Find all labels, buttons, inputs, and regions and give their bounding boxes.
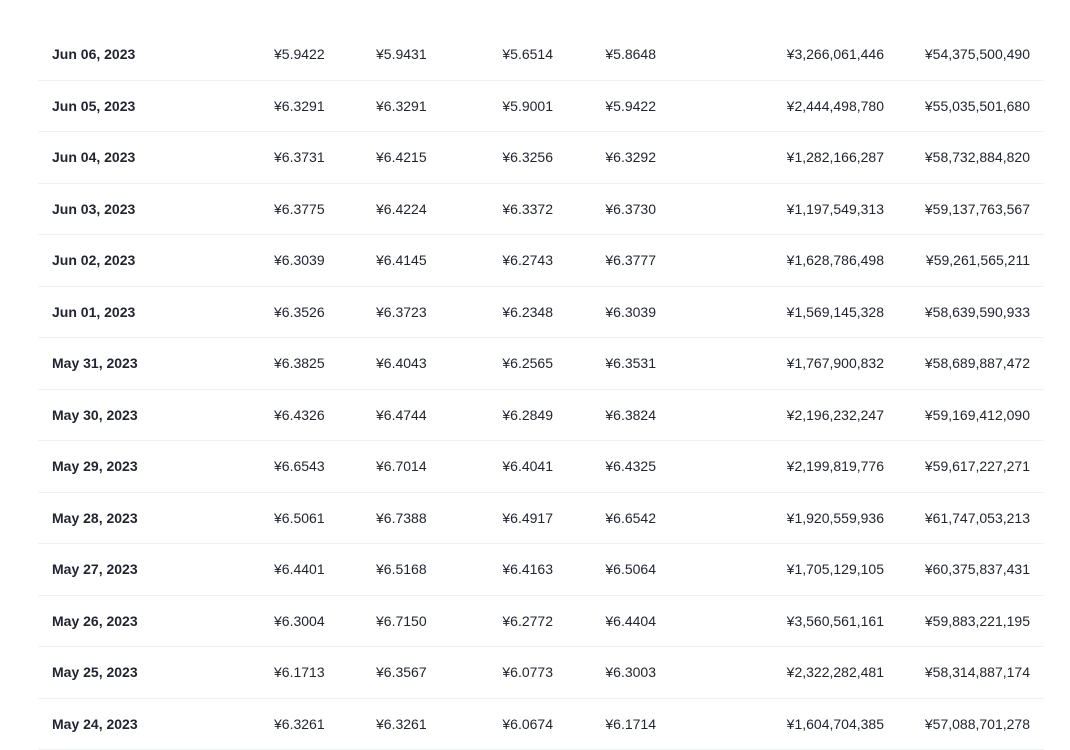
row-low-price: ¥5.9001 [502, 81, 553, 132]
row-volume: ¥1,767,900,832 [787, 338, 884, 389]
row-high-price: ¥6.7388 [376, 493, 427, 544]
row-market-cap: ¥61,747,053,213 [925, 493, 1030, 544]
row-high-price: ¥6.3291 [376, 81, 427, 132]
row-date: May 28, 2023 [52, 493, 138, 544]
row-date: May 25, 2023 [52, 647, 138, 698]
row-low-price: ¥6.2348 [502, 287, 553, 338]
table-row [38, 287, 1044, 339]
row-volume: ¥2,444,498,780 [787, 81, 884, 132]
row-low-price: ¥5.6514 [502, 29, 553, 80]
row-date: May 24, 2023 [52, 699, 138, 750]
row-open-price: ¥6.3291 [274, 81, 325, 132]
row-low-price: ¥6.2849 [502, 390, 553, 441]
table-row [38, 493, 1044, 545]
table-row [38, 544, 1044, 596]
row-date: May 29, 2023 [52, 441, 138, 492]
row-open-price: ¥6.3039 [274, 235, 325, 286]
row-market-cap: ¥54,375,500,490 [925, 29, 1030, 80]
row-high-price: ¥6.7014 [376, 441, 427, 492]
row-close-price: ¥6.4404 [605, 596, 656, 647]
row-open-price: ¥6.3825 [274, 338, 325, 389]
table-row [38, 184, 1044, 236]
row-volume: ¥1,282,166,287 [787, 132, 884, 183]
table-row [38, 81, 1044, 133]
table-body [38, 29, 1044, 750]
row-low-price: ¥6.4041 [502, 441, 553, 492]
row-low-price: ¥6.3372 [502, 184, 553, 235]
row-close-price: ¥6.5064 [605, 544, 656, 595]
row-date: Jun 02, 2023 [52, 235, 135, 286]
row-close-price: ¥6.1714 [605, 699, 656, 750]
row-close-price: ¥6.3003 [605, 647, 656, 698]
row-volume: ¥2,196,232,247 [787, 390, 884, 441]
row-market-cap: ¥58,639,590,933 [925, 287, 1030, 338]
row-date: Jun 04, 2023 [52, 132, 135, 183]
row-high-price: ¥6.7150 [376, 596, 427, 647]
row-date: Jun 01, 2023 [52, 287, 135, 338]
row-high-price: ¥6.4145 [376, 235, 427, 286]
row-market-cap: ¥58,689,887,472 [925, 338, 1030, 389]
row-close-price: ¥6.4325 [605, 441, 656, 492]
row-low-price: ¥6.2743 [502, 235, 553, 286]
row-close-price: ¥6.3777 [605, 235, 656, 286]
row-low-price: ¥6.0773 [502, 647, 553, 698]
row-low-price: ¥6.4163 [502, 544, 553, 595]
table-row [38, 29, 1044, 81]
row-date: May 30, 2023 [52, 390, 138, 441]
row-close-price: ¥5.8648 [605, 29, 656, 80]
row-open-price: ¥6.4326 [274, 390, 325, 441]
row-volume: ¥3,266,061,446 [787, 29, 884, 80]
row-high-price: ¥6.4043 [376, 338, 427, 389]
row-volume: ¥2,322,282,481 [787, 647, 884, 698]
row-high-price: ¥6.3723 [376, 287, 427, 338]
row-high-price: ¥6.3261 [376, 699, 427, 750]
row-volume: ¥2,199,819,776 [787, 441, 884, 492]
row-market-cap: ¥60,375,837,431 [925, 544, 1030, 595]
row-open-price: ¥6.3731 [274, 132, 325, 183]
row-close-price: ¥6.3292 [605, 132, 656, 183]
row-high-price: ¥6.5168 [376, 544, 427, 595]
row-high-price: ¥5.9431 [376, 29, 427, 80]
row-open-price: ¥6.4401 [274, 544, 325, 595]
row-low-price: ¥6.4917 [502, 493, 553, 544]
row-close-price: ¥6.6542 [605, 493, 656, 544]
table-row [38, 596, 1044, 648]
table-row [38, 699, 1044, 750]
row-volume: ¥1,197,549,313 [787, 184, 884, 235]
row-date: Jun 05, 2023 [52, 81, 135, 132]
row-market-cap: ¥57,088,701,278 [925, 699, 1030, 750]
row-volume: ¥1,569,145,328 [787, 287, 884, 338]
row-open-price: ¥6.3004 [274, 596, 325, 647]
row-high-price: ¥6.4744 [376, 390, 427, 441]
row-market-cap: ¥59,883,221,195 [925, 596, 1030, 647]
row-open-price: ¥6.3775 [274, 184, 325, 235]
table-row [38, 390, 1044, 442]
row-open-price: ¥6.1713 [274, 647, 325, 698]
row-high-price: ¥6.4224 [376, 184, 427, 235]
historical-data-table [38, 29, 1044, 750]
row-volume: ¥3,560,561,161 [787, 596, 884, 647]
row-market-cap: ¥59,169,412,090 [925, 390, 1030, 441]
row-market-cap: ¥59,261,565,211 [926, 235, 1030, 286]
row-market-cap: ¥59,617,227,271 [925, 441, 1030, 492]
table-row [38, 441, 1044, 493]
row-low-price: ¥6.3256 [502, 132, 553, 183]
row-open-price: ¥6.5061 [274, 493, 325, 544]
row-date: Jun 06, 2023 [52, 29, 135, 80]
row-low-price: ¥6.2772 [502, 596, 553, 647]
row-volume: ¥1,920,559,936 [787, 493, 884, 544]
row-date: May 31, 2023 [52, 338, 138, 389]
row-market-cap: ¥55,035,501,680 [925, 81, 1030, 132]
row-high-price: ¥6.3567 [376, 647, 427, 698]
row-close-price: ¥5.9422 [605, 81, 656, 132]
row-open-price: ¥6.3261 [274, 699, 325, 750]
row-low-price: ¥6.2565 [502, 338, 553, 389]
table-row [38, 338, 1044, 390]
row-high-price: ¥6.4215 [376, 132, 427, 183]
row-close-price: ¥6.3531 [605, 338, 656, 389]
row-date: May 26, 2023 [52, 596, 138, 647]
row-open-price: ¥5.9422 [274, 29, 325, 80]
row-volume: ¥1,604,704,385 [787, 699, 884, 750]
row-close-price: ¥6.3730 [605, 184, 656, 235]
row-date: May 27, 2023 [52, 544, 138, 595]
table-row [38, 235, 1044, 287]
row-market-cap: ¥58,732,884,820 [925, 132, 1030, 183]
row-volume: ¥1,705,129,105 [787, 544, 884, 595]
row-market-cap: ¥58,314,887,174 [925, 647, 1030, 698]
row-close-price: ¥6.3039 [605, 287, 656, 338]
row-open-price: ¥6.3526 [274, 287, 325, 338]
row-close-price: ¥6.3824 [605, 390, 656, 441]
row-open-price: ¥6.6543 [274, 441, 325, 492]
row-volume: ¥1,628,786,498 [787, 235, 884, 286]
row-date: Jun 03, 2023 [52, 184, 135, 235]
table-row [38, 647, 1044, 699]
table-row [38, 132, 1044, 184]
row-low-price: ¥6.0674 [502, 699, 553, 750]
row-market-cap: ¥59,137,763,567 [925, 184, 1030, 235]
